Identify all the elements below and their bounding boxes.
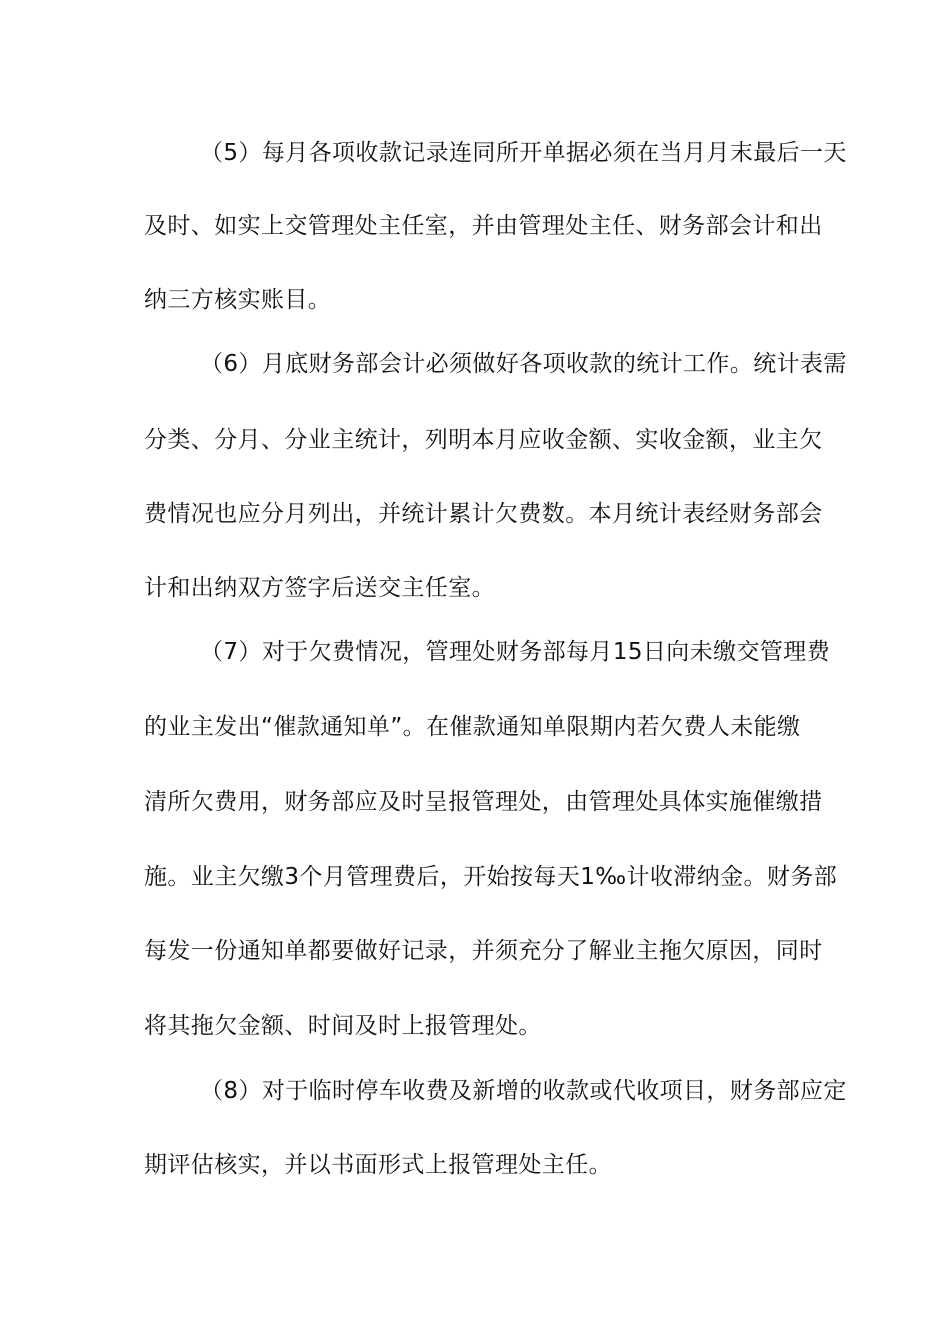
paragraph-7-line-5: 每发一份通知单都要做好记录，并须充分了解业主拖欠原因，同时 [144,938,823,964]
paragraph-7-line-6: 将其拖欠金额、时间及时上报管理处。 [144,1013,542,1039]
paragraph-6-line-3: 费情况也应分月列出，并统计累计欠费数。本月统计表经财务部会 [144,501,823,527]
paragraph-8-line-1: （8）对于临时停车收费及新增的收款或代收项目，财务部应定 [200,1078,847,1104]
paragraph-7-line-2: 的业主发出“催款通知单”。在催款通知单限期内若欠费人未能缴 [144,714,801,740]
paragraph-6-line-4: 计和出纳双方签字后送交主任室。 [144,575,495,601]
paragraph-5-line-2: 及时、如实上交管理处主任室，并由管理处主任、财务部会计和出 [144,213,823,239]
paragraph-7-line-4: 施。业主欠缴3个月管理费后，开始按每天1‰计收滞纳金。财务部 [144,864,838,890]
paragraph-7-line-1: （7）对于欠费情况，管理处财务部每月15日向未缴交管理费 [200,639,831,665]
paragraph-8-line-2: 期评估核实，并以书面形式上报管理处主任。 [144,1152,612,1178]
paragraph-7-line-3: 清所欠费用，财务部应及时呈报管理处，由管理处具体实施催缴措 [144,789,823,815]
paragraph-5-line-3: 纳三方核实账目。 [144,287,332,313]
paragraph-5-line-1: （5）每月各项收款记录连同所开单据必须在当月月末最后一天 [200,140,847,166]
paragraph-6-line-1: （6）月底财务部会计必须做好各项收款的统计工作。统计表需 [200,351,847,377]
paragraph-6-line-2: 分类、分月、分业主统计，列明本月应收金额、实收金额，业主欠 [144,427,823,453]
